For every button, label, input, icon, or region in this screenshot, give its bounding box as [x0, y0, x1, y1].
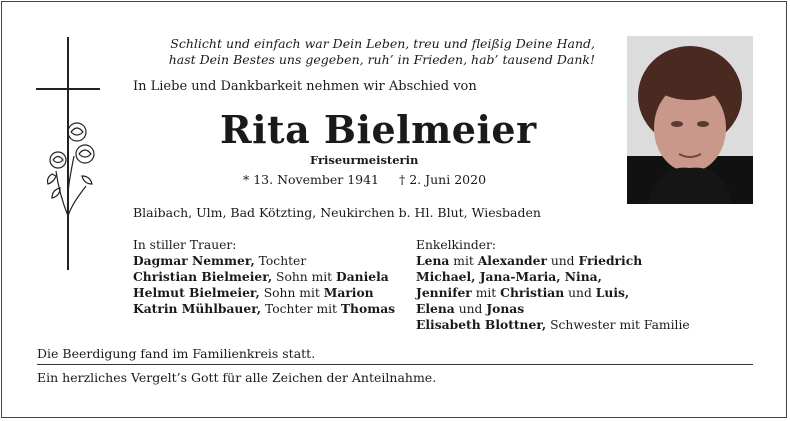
- thanks-note: Ein herzliches Vergelt’s Gott für alle Zeichen der Anteilnahme.: [37, 370, 437, 385]
- funeral-note: Die Beerdigung fand im Familienkreis statt.: [37, 346, 316, 361]
- mourners-list: [133, 237, 395, 317]
- intro-text: In Liebe und Dankbarkeit nehmen wir Abschied von: [133, 79, 477, 94]
- sister-line: Elisabeth Blottner, Schwester mit Familie: [416, 317, 690, 332]
- grandchildren-line: Michael, Jana-Maria, Nina,: [416, 269, 602, 284]
- mourner-entry: Christian Bielmeier, Sohn mit Daniela: [133, 269, 389, 284]
- places-list: Blaibach, Ulm, Bad Kötzting, Neukirchen b. Hl. Blut, Wiesbaden: [133, 205, 541, 220]
- grandchildren-line: Lena mit Alexander und Friedrich: [416, 253, 643, 268]
- mourner-entry: Katrin Mühlbauer, Tochter mit Thomas: [133, 301, 396, 316]
- cross-with-roses-icon: [30, 36, 105, 272]
- birth-date: * 13. November 1941: [243, 172, 380, 187]
- grandchildren-line: Jennifer mit Christian und Luis,: [416, 285, 630, 300]
- portrait-photo: [627, 36, 753, 204]
- deceased-name: Rita Bielmeier: [220, 107, 537, 152]
- mourners-heading: In stiller Trauer:: [133, 238, 237, 252]
- mourner-entry: Helmut Bielmeier, Sohn mit Marion: [133, 285, 374, 300]
- grandchildren-line: Elena und Jonas: [416, 301, 525, 316]
- mourner-entry: Dagmar Nemmer, Tochter: [133, 253, 307, 268]
- divider: [37, 364, 753, 365]
- grandchildren-list: [416, 237, 690, 333]
- verse-line-1: Schlicht und einfach war Dein Leben, treu und fleißig Deine Hand,: [170, 36, 595, 51]
- deceased-profession: Friseurmeisterin: [310, 153, 419, 167]
- verse-line-2: hast Dein Bestes uns gegeben, ruh’ in Frieden, hab’ tausend Dank!: [168, 52, 595, 67]
- death-date: † 2. Juni 2020: [399, 172, 487, 187]
- grandchildren-heading: Enkelkinder:: [416, 238, 497, 252]
